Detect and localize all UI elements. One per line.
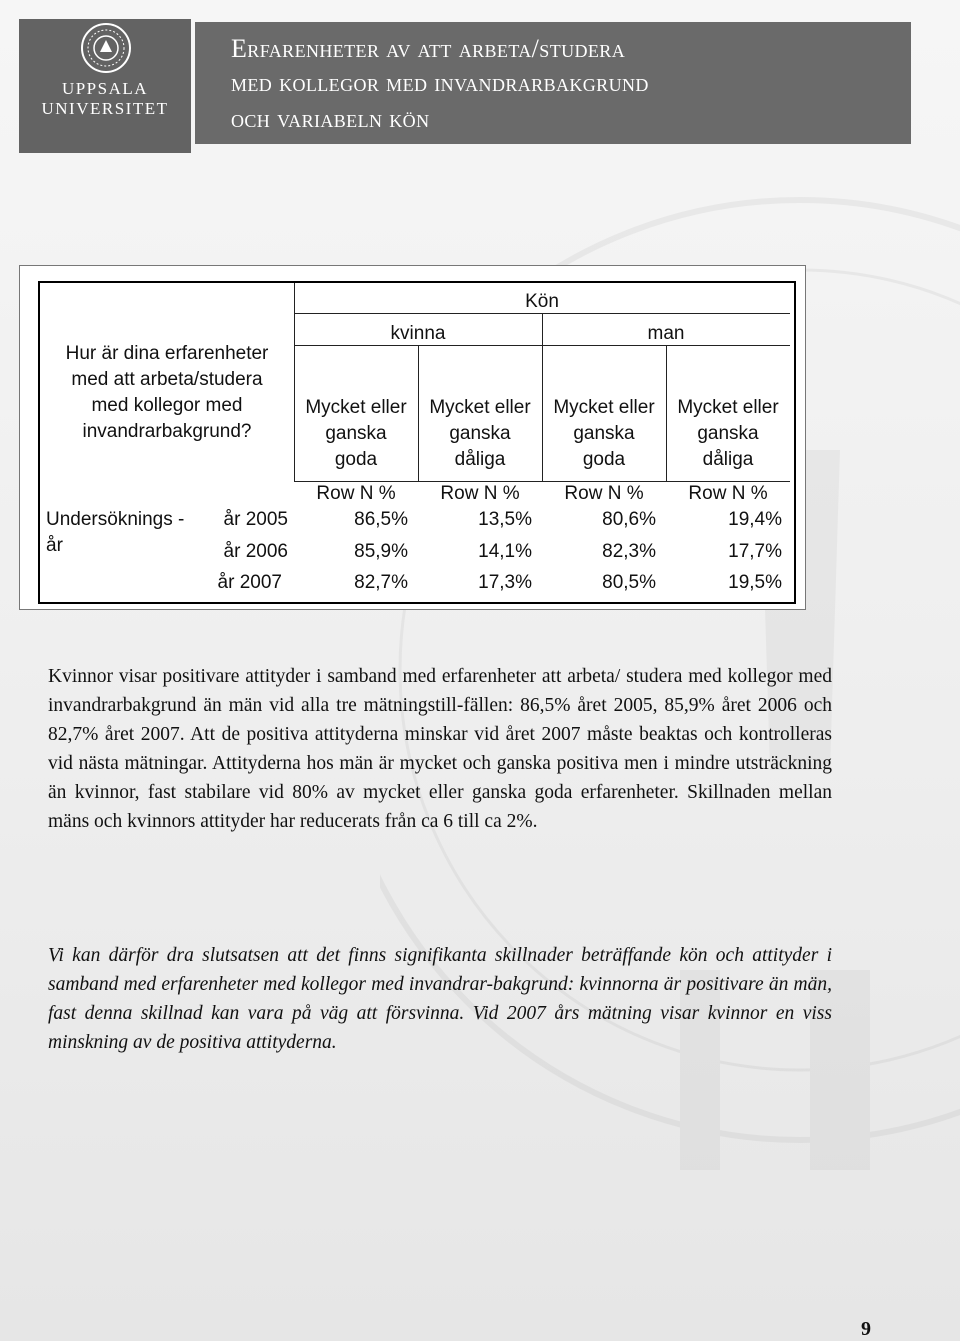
title-line-1: Erfarenheter av att arbeta/studera	[231, 34, 626, 63]
stat-header: Row N %	[564, 483, 644, 504]
table-cell: 14,1%	[478, 541, 532, 562]
seal-icon	[80, 22, 132, 74]
row-year: år 2007	[217, 572, 282, 593]
table-cell: 85,9%	[354, 541, 408, 562]
answer-header: Mycket eller ganska goda	[305, 397, 407, 470]
table-cell: 19,4%	[728, 509, 782, 530]
header-man: man	[647, 323, 685, 344]
table-cell: 19,5%	[728, 572, 782, 593]
page-number: 9	[861, 1318, 871, 1340]
university-name-line2: UNIVERSITET	[41, 99, 169, 118]
crosstab-table	[38, 281, 796, 604]
gender-group-header: Kön	[525, 291, 559, 312]
university-name-line1: UPPSALA	[61, 79, 149, 98]
stat-header: Row N %	[688, 483, 768, 504]
header-kvinna: kvinna	[390, 323, 446, 344]
title-banner	[195, 22, 911, 144]
stat-header: Row N %	[440, 483, 520, 504]
analysis-paragraph: Kvinnor visar positivare attityder i samband med erfarenheter att arbeta/ studera med kollegor med invandrarbakgrund än män vid alla tre mätningstill-fällen: 86,5% året 2005, 85,9% året 2006 och 82,7% året 2007. Att de positiva attityderna minskar vid året 2007 måste beaktas och kontrolleras vid nästa mätningar. Attityderna hos män är mycket och ganska positiva men i mindre utsträckning än kvinnor, fast stabilare vid 80% av mycket eller ganska goda erfarenheter. Skillnaden mellan mäns och kvinnors attityder har reducerats från ca 6 till ca 2%.	[48, 666, 832, 832]
title-line-2: med kollegor med invandrarbakgrund	[231, 68, 649, 97]
answer-header: Mycket eller ganska goda	[553, 397, 655, 470]
title-line-3: och variabeln kön	[231, 104, 430, 133]
question-text: Hur är dina erfarenheter med att arbeta/studera med kollegor med invandrarbakgrund?	[65, 343, 269, 442]
answer-header: Mycket eller ganska dåliga	[429, 397, 531, 470]
answer-header: Mycket eller ganska dåliga	[677, 397, 779, 470]
table-cell: 17,7%	[728, 541, 782, 562]
conclusion-paragraph: Vi kan därför dra slutsatsen att det finns signifikanta skillnader beträffande kön och attityder i samband med erfarenheter med kollegor med invandrar-bakgrund: kvinnorna är positivare än män, fast denna skillnad kan vara på väg att försvinna. Vid 2007 års mätning visar kvinnor en viss minskning av de positiva attityderna.	[48, 945, 832, 1053]
row-group-label: Undersöknings - år	[46, 509, 185, 556]
university-logo	[19, 19, 191, 153]
table-cell: 86,5%	[354, 509, 408, 530]
table-cell: 82,3%	[602, 541, 656, 562]
table-cell: 80,6%	[602, 509, 656, 530]
table-cell: 82,7%	[354, 572, 408, 593]
table-cell: 13,5%	[478, 509, 532, 530]
row-year: år 2006	[223, 541, 288, 562]
row-year: år 2005	[223, 509, 288, 530]
table-cell: 17,3%	[478, 572, 532, 593]
table-cell: 80,5%	[602, 572, 656, 593]
stat-header: Row N %	[316, 483, 396, 504]
